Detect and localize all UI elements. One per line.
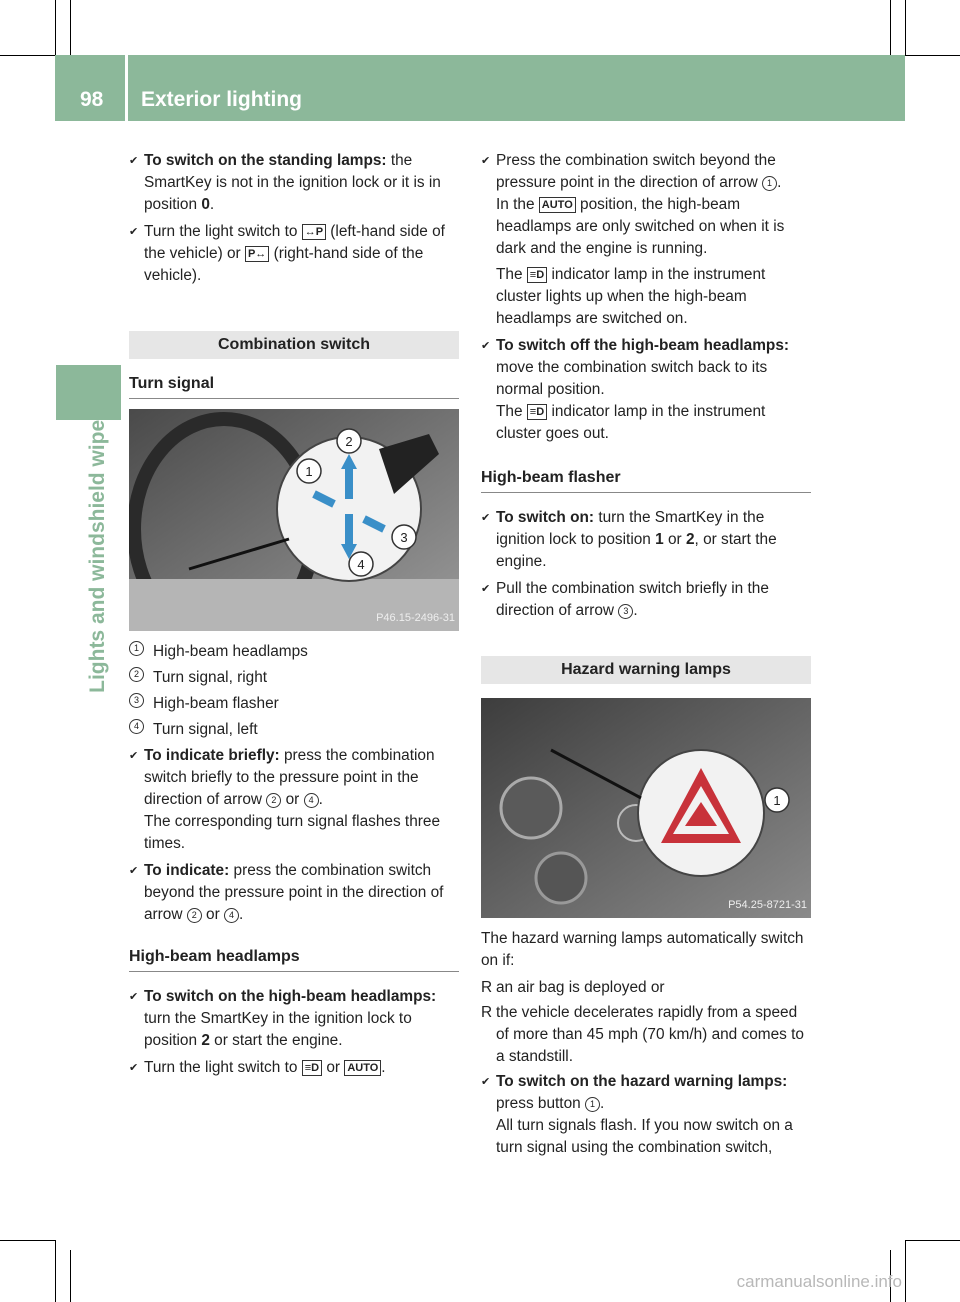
- figure-code: P54.25-8721-31: [728, 899, 807, 911]
- instruction-hazard-on: ✔ To switch on the hazard warning lamps: press button 1 . All turn signals flash. If you now switch on a turn signal using the combination switch,: [481, 1071, 811, 1159]
- subheading-flasher: High-beam flasher: [481, 467, 811, 493]
- instruction-high-beam-off: ✔ To switch off the high-beam headlamps: move the combination switch back to its normal position. The ≡D indicator lamp in the instrument cluster goes out.: [481, 335, 811, 445]
- instruction-high-beam-switch: ✔ Turn the light switch to ≡D or AUTO .: [129, 1057, 459, 1079]
- legend-item: 2 Turn signal, right: [129, 667, 459, 689]
- legend-item: 1 High-beam headlamps: [129, 641, 459, 663]
- instruction-press-switch: ✔ Press the combination switch beyond the pressure point in the direction of arrow 1 . In the AUTO position, the high-beam headlamps are only switched on when it is dark and the engine is running. The ≡D indicator lamp in the instrument cluster lights up when the high-beam headlamps are switched on.: [481, 150, 811, 330]
- high-beam-icon: ≡D: [302, 1060, 322, 1076]
- hazard-intro: The hazard warning lamps automatically switch on if:: [481, 930, 804, 969]
- chapter-label: Lights and windshield wipers: [86, 400, 109, 693]
- subheading-high-beam: High-beam headlamps: [129, 946, 459, 972]
- instruction-light-switch: ✔ Turn the light switch to ↔P (left-hand side of the vehicle) or P↔ (right-hand side of the vehicle).: [129, 221, 459, 287]
- legend-item: 4 Turn signal, left: [129, 719, 459, 741]
- list-item: R an air bag is deployed or: [481, 979, 665, 996]
- instruction-flasher-on: ✔ To switch on: turn the SmartKey in the ignition lock to position 1 or 2, or start the engine.: [481, 507, 811, 573]
- left-column: [129, 150, 459, 1084]
- page-title: Exterior lighting: [141, 88, 303, 111]
- parking-lamp-left-icon: ↔P: [302, 224, 326, 240]
- section-heading-combination: Combination switch: [129, 331, 459, 359]
- callout-2: 2: [345, 434, 353, 449]
- header-divider: [125, 55, 128, 121]
- right-column: [481, 150, 811, 1164]
- legend-item: 3 High-beam flasher: [129, 693, 459, 715]
- auto-icon: AUTO: [539, 197, 576, 213]
- instruction-indicate: ✔ To indicate: press the combination switch beyond the pressure point in the direction of arrow 2 or 4 .: [129, 860, 459, 926]
- page-number: 98: [80, 88, 104, 111]
- section-heading-hazard: Hazard warning lamps: [481, 656, 811, 684]
- list-item: R the vehicle decelerates rapidly from a speed of more than 45 mph (70 km/h) and comes to a standstill.: [481, 1004, 804, 1065]
- figure-combination-switch: [129, 409, 459, 631]
- high-beam-icon: ≡D: [527, 404, 547, 420]
- callout-3: 3: [400, 530, 408, 545]
- figure-hazard-button: [481, 698, 811, 918]
- callout-1: 1: [305, 464, 313, 479]
- parking-lamp-right-icon: P↔: [245, 246, 269, 262]
- instruction-pull-switch: ✔ Pull the combination switch briefly in the direction of arrow 3 .: [481, 578, 811, 622]
- combination-switch-illustration: [129, 409, 459, 631]
- instruction-indicate-briefly: ✔ To indicate briefly: press the combination switch briefly to the pressure point in the direction of arrow 2 or 4 . The corresponding turn signal flashes three times.: [129, 745, 459, 855]
- instruction-standing-lamps: ✔ To switch on the standing lamps: the SmartKey is not in the ignition lock or it is in position 0.: [129, 150, 459, 216]
- figure-code: P46.15-2496-31: [376, 612, 455, 624]
- callout-1: 1: [773, 793, 781, 808]
- high-beam-icon: ≡D: [527, 267, 547, 283]
- callout-4: 4: [357, 557, 365, 572]
- watermark: carmanualsonline.info: [736, 1272, 902, 1291]
- instruction-high-beam-on: ✔ To switch on the high-beam headlamps: turn the SmartKey in the ignition lock to position 2 or start the engine.: [129, 986, 459, 1052]
- hazard-illustration: [481, 698, 811, 918]
- auto-icon: AUTO: [344, 1060, 381, 1076]
- subheading-turn-signal: Turn signal: [129, 373, 459, 399]
